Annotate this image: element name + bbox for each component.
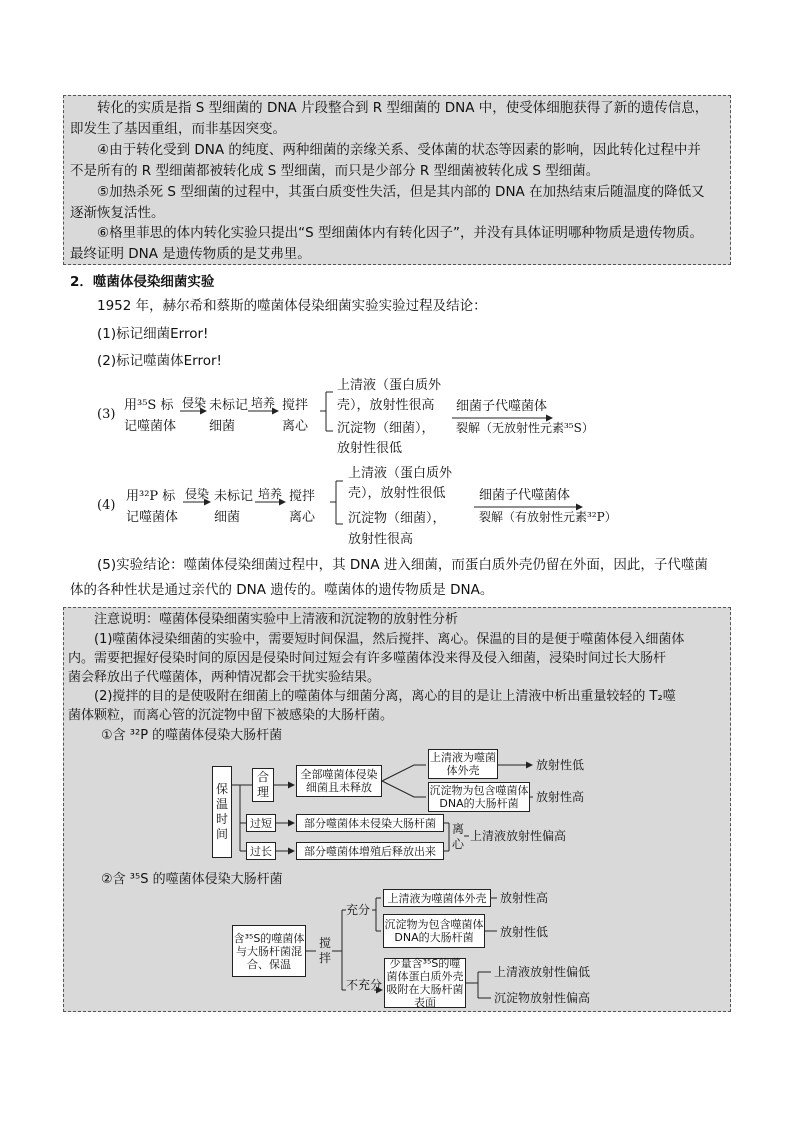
box2-p1-line-1: (1)噬菌体浸染细菌的实验中，需要短时间保温，然后搅拌、离心。保温的目的是便于噬菌体侵入细菌体 bbox=[94, 632, 685, 647]
d1-sediment-box: 沉淀物为包含噬菌体DNA的大肠杆菌 bbox=[429, 784, 529, 810]
d1-long-result-box: 部分噬菌体增殖后释放出来 bbox=[296, 842, 444, 860]
flow4-number: (4) bbox=[97, 498, 116, 513]
flow3-b-1: 未标记 bbox=[209, 398, 249, 413]
box1-line-8: 最终证明 DNA 是遗传物质的是艾弗里。 bbox=[70, 246, 311, 262]
d1-long-box: 过长 bbox=[246, 842, 276, 860]
d2-partial-split bbox=[466, 972, 491, 998]
d2-partial-result-2: 沉淀物放射性偏高 bbox=[494, 991, 591, 1005]
d2-root-box: 含³⁵S的噬菌体与大肠杆菌混合、保温 bbox=[232, 925, 306, 977]
box1-line-1: 转化的实质是指 S 型细菌的 DNA 片段整合到 R 型细菌的 DNA 中，使受体细胞获得了新的遗传信息， bbox=[97, 100, 709, 116]
flow3-f-1: 细菌子代噬菌体 bbox=[456, 399, 548, 414]
box2-p2-line-2: 菌体颗粒，而离心管的沉淀物中留下被感染的大肠杆菌。 bbox=[68, 708, 394, 723]
flow4-start-2: 记噬菌体 bbox=[126, 510, 179, 525]
d1-sediment-result: 放射性高 bbox=[536, 790, 585, 804]
d2-full-label: 充分 bbox=[346, 903, 371, 917]
box1-line-7: ⑥格里菲思的体内转化实验只提出“S 型细菌体内有转化因子”，并没有具体证明哪种物质是遗传物质。 bbox=[97, 225, 703, 241]
d2-full-split bbox=[372, 898, 381, 931]
flow4-d-2: 壳），放射性很低 bbox=[348, 486, 446, 501]
flow4-arrow2-label: 培养 bbox=[258, 487, 283, 501]
flow3-e-2: 放射性很低 bbox=[337, 441, 403, 456]
box1-line-5: ⑤加热杀死 S 型细菌的过程中，其蛋白质变性失活，但是其内部的 DNA 在加热结束后随温度的降低又 bbox=[97, 184, 705, 200]
flow3-c-2: 离心 bbox=[282, 419, 309, 434]
d2-partial-label: 不充分 bbox=[346, 978, 383, 992]
flow4-b-2: 细菌 bbox=[214, 510, 241, 525]
flow3-arrow1-label: 侵染 bbox=[182, 396, 207, 410]
flow4-c-2: 离心 bbox=[289, 510, 316, 525]
flow3-number: (3) bbox=[97, 407, 116, 422]
flow3-b-2: 细菌 bbox=[209, 419, 236, 434]
box1-line-6: 逐渐恢复活性。 bbox=[70, 205, 165, 221]
item-1: (1)标记细菌Error! bbox=[97, 326, 209, 342]
d1-root-branches bbox=[232, 785, 252, 851]
box2-p1-line-2: 内。需要把握好侵染时间的原因是侵染时间过短会有许多噬菌体没来得及侵入细菌，浸染时间过长大肠杆 bbox=[68, 651, 667, 666]
section-heading: 2．噬菌体侵染细菌实验 bbox=[70, 274, 215, 290]
flow3-e-1: 沉淀物（细菌）， bbox=[337, 421, 435, 436]
item-2: (2)标记噬菌体Error! bbox=[97, 353, 222, 369]
d2-sediment-box: 沉淀物为包含噬菌体DNA的大肠杆菌 bbox=[383, 914, 485, 948]
d2-supernatant-result: 放射性高 bbox=[500, 891, 549, 905]
flow3-start-2: 记噬菌体 bbox=[124, 419, 177, 434]
box2-p1-line-3: 菌会释放出子代噬菌体，两种情况都会干扰实验结果。 bbox=[68, 670, 381, 685]
box1-line-3: ④由于转化受到 DNA 的纯度、两种细菌的亲缘关系、受体菌的状态等因素的影响，因此转化过程中并 bbox=[97, 142, 701, 158]
flow3-start-1: 用³⁵S 标 bbox=[124, 398, 174, 413]
box1-line-4: 不是所有的 R 型细菌都被转化成 S 型细菌，而只是少部分 R 型细菌被转化成 S 型细菌。 bbox=[70, 163, 600, 179]
flow4-d-1: 上清液（蛋白质外 bbox=[348, 466, 453, 481]
flow3-c-1: 搅拌 bbox=[282, 398, 309, 413]
box2-title: 注意说明：噬菌体侵染细菌实验中上清液和沉淀物的放射性分析 bbox=[94, 612, 459, 627]
flow4-c-1: 搅拌 bbox=[289, 489, 316, 504]
flow3-d-2: 壳），放射性很高 bbox=[337, 398, 435, 413]
flow3-d-1: 上清液（蛋白质外 bbox=[337, 378, 442, 393]
flow4-e-2: 放射性很高 bbox=[348, 532, 414, 547]
flow4-b-1: 未标记 bbox=[214, 489, 254, 504]
flow4-f-1: 细菌子代噬菌体 bbox=[479, 488, 571, 503]
flow3-brace bbox=[320, 392, 333, 431]
d1-short-box: 过短 bbox=[246, 814, 276, 832]
d1-supernatant-result: 放射性低 bbox=[536, 758, 585, 772]
d1-proper-result-box: 全部噬菌体侵染细菌且未释放 bbox=[296, 765, 382, 797]
d1-short-result-box: 部分噬菌体未侵染大肠杆菌 bbox=[296, 814, 444, 832]
d2-partial-result-1: 上清液放射性偏低 bbox=[494, 965, 591, 979]
flow4-start-1: 用³²P 标 bbox=[126, 489, 176, 504]
conclusion-line-2: 体的各种性状是通过亲代的 DNA 遗传的。噬菌体的遗传物质是 DNA。 bbox=[70, 582, 494, 598]
intro-line: 1952 年，赫尔希和蔡斯的噬菌体侵染细菌实验实验过程及结论： bbox=[97, 298, 487, 314]
d1-proper-label: 合理 bbox=[256, 770, 269, 799]
d2-stir-split bbox=[332, 910, 346, 990]
flow4-f-2: 裂解（有放射性元素³²P） bbox=[479, 510, 617, 524]
flow4-arrow1-label: 侵染 bbox=[185, 487, 210, 501]
d1-centri-brace bbox=[444, 823, 449, 851]
d2-partial-box: 少量含³⁵S的噬菌体蛋白质外壳吸附在大肠杆菌表面 bbox=[384, 958, 466, 1008]
d1-centrifuge-result: 上清液放射性偏高 bbox=[470, 829, 567, 843]
d1-supernatant-box: 上清液为噬菌体外壳 bbox=[430, 751, 496, 777]
d1-proper-split bbox=[382, 765, 426, 797]
flow3-arrow2-label: 培养 bbox=[251, 396, 276, 410]
d2-stir-label: 搅拌 bbox=[318, 936, 331, 965]
diagram2-title: ②含 ³⁵S 的噬菌体侵染大肠杆菌 bbox=[101, 872, 283, 887]
flow3-f-2: 裂解（无放射性元素³⁵S） bbox=[456, 421, 594, 435]
conclusion-line-1: (5)实验结论：噬菌体侵染细菌过程中，其 DNA 进入细菌，而蛋白质外壳仍留在外面，因此，子代噬菌 bbox=[97, 557, 708, 573]
d2-sediment-result: 放射性低 bbox=[500, 925, 549, 939]
flow4-e-1: 沉淀物（细菌）， bbox=[348, 511, 446, 526]
d1-centrifuge-label: 离心 bbox=[451, 822, 464, 851]
d2-supernatant-box: 上清液为噬菌体外壳 bbox=[383, 889, 491, 907]
box2-p2-line-1: (2)搅拌的目的是使吸附在细菌上的噬菌体与细菌分离，离心的目的是让上清液中析出重量较轻的 T₂噬 bbox=[94, 689, 676, 704]
box1-line-2: 即发生了基因重组，而非基因突变。 bbox=[70, 121, 286, 137]
d1-root-label: 保温时间 bbox=[215, 782, 228, 841]
diagram1-title: ①含 ³²P 的噬菌体侵染大肠杆菌 bbox=[101, 728, 283, 743]
flow4-brace bbox=[330, 481, 343, 524]
